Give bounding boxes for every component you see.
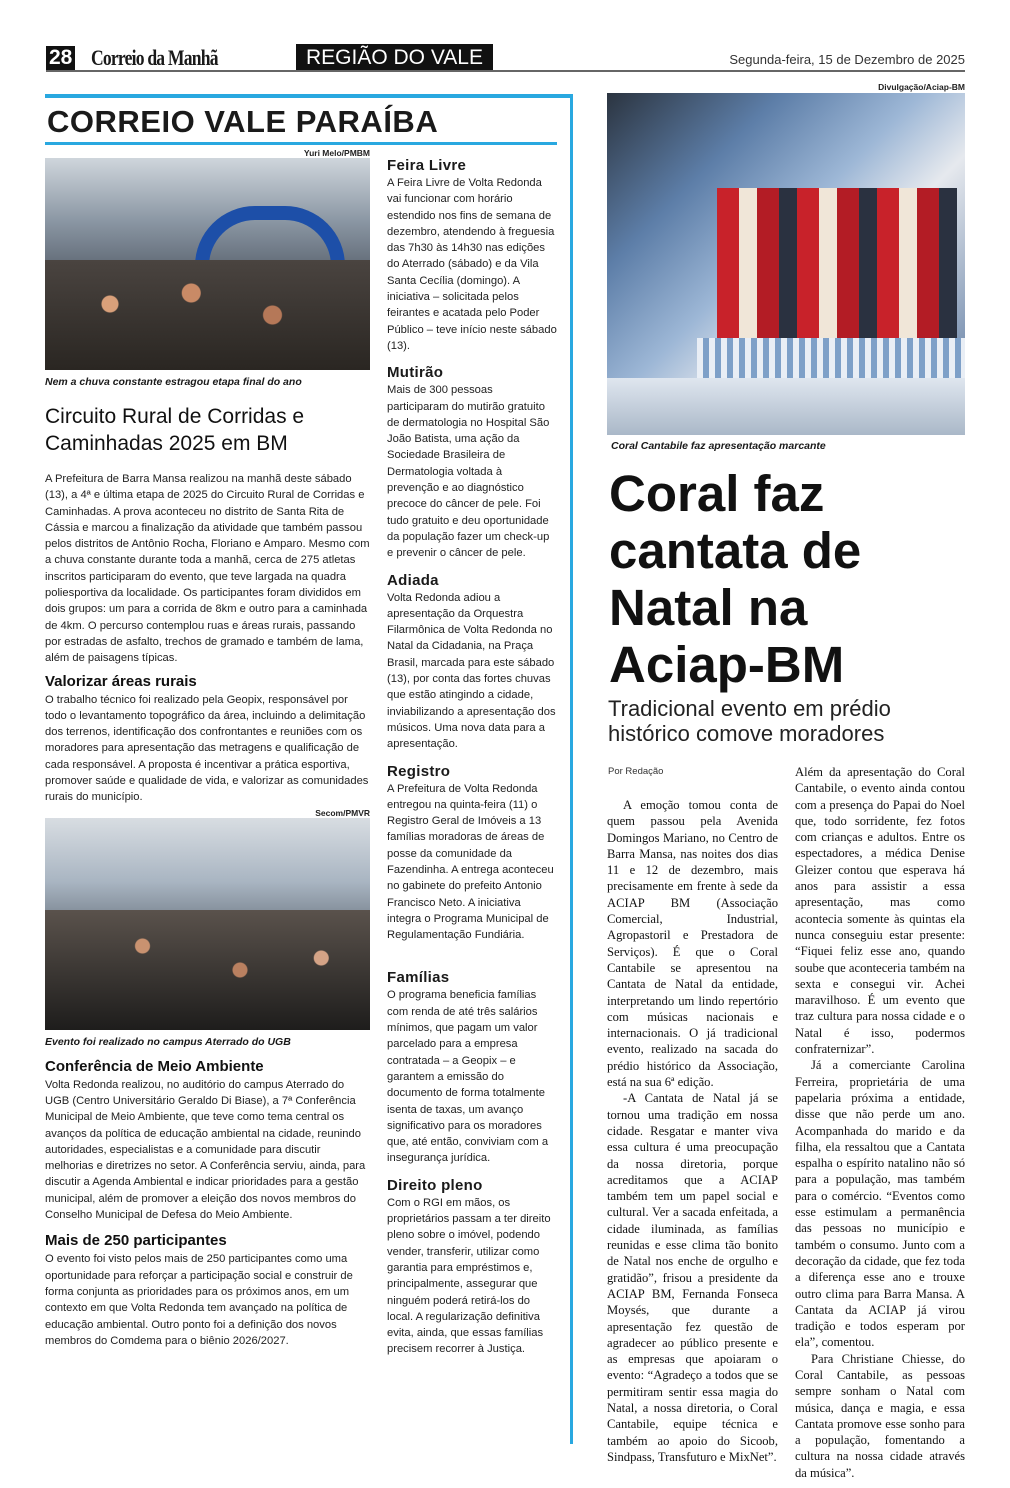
subheading: Valorizar áreas rurais: [45, 672, 197, 690]
article-paragraph: Além da apresentação do Coral Cantabile, o evento ainda contou com a presença do Papai do Noel que, todo sorridente, fez fotos com crianças e adultos. Entre os espectadores, a médica Denise Gleizer contou que esperava há anos para assistir a essa apresentação, mas como acontecia somente às quintas ela nunca conseguiu estar presente: “Fiquei feliz esse ano, quando soube que aconteceria também na sexta e consegui vir. Achei maravilhoso. É um evento que traz cultura para nossa cidade e o Natal é isso, podermos confraternizar”.: [795, 765, 965, 1057]
aciap-building-photo: [607, 93, 965, 435]
conference-photo: [45, 818, 370, 1030]
brief-title: Direito pleno: [387, 1176, 483, 1194]
subheading: Mais de 250 participantes: [45, 1232, 227, 1250]
photo-caption: Coral Cantabile faz apresentação marcante: [611, 440, 826, 452]
brief-text: O programa beneficia famílias com renda de até três salários mínimos, que pagam um valor parcelado para a empresa contratada – a Geopix – e garantem a emissão do documento de forma totalmente isenta de taxas, um avanço significativo para os moradores que, até então, conviviam com a insegurança jurídica.: [387, 989, 549, 1165]
main-subhead: Tradicional evento em prédio histórico comove moradores: [608, 696, 891, 746]
article-body: O evento foi visto pelos mais de 250 participantes como uma oportunidade para reforçar a participação social e construir de forma conjunta as prioridades para os próximos anos, em um contexto em que Volta Redonda tem avançado na política de educação ambiental. Outro ponto foi a definição dos novos membros do Comdema para o biênio 2026/2027.: [45, 1253, 353, 1347]
box-title: CORREIO VALE PARAÍBA: [47, 104, 439, 139]
photo-caption: Evento foi realizado no campus Aterrado do UGB: [45, 1035, 291, 1048]
photo-caption: Nem a chuva constante estragou etapa final do ano: [45, 376, 302, 388]
race-photo: [45, 158, 370, 370]
photo-credit: Secom/PMVR: [315, 807, 370, 818]
balcony-railing: [697, 338, 965, 378]
photo-credit: Yuri Melo/PMBM: [303, 148, 370, 158]
left-column: [45, 148, 370, 1349]
page-number: 28: [46, 46, 75, 70]
title-rule: [45, 142, 557, 145]
brief-text: Mais de 300 pessoas participaram do mutirão gratuito de dermatologia no Hospital São João Batista, uma ação da Sociedade Brasileira de Dermatologia voltada à prevenção e ao diagnóstico precoce do câncer de pele. Foi tudo gratuito e deu oportunidade da população fazer um check-up e prevenir o câncer de pele.: [387, 384, 550, 560]
brief-text: Com o RGI em mãos, os proprietários passam a ter direito pleno sobre o imóvel, podendo vender, transferir, utilizar como garantia para empréstimos e, principalmente, assegurar que ninguém poderá retirá-los do local. A regularização definitiva evita, ainda, que essas famílias precisem recorrer à Justiça.: [387, 1196, 551, 1356]
brief-title: Mutirão: [387, 364, 444, 382]
section-label: REGIÃO DO VALE: [296, 44, 493, 71]
article-paragraph: A emoção tomou conta de quem passou pela Avenida Domingos Mariano, no Centro de Barra Mansa, nas noites dos dias 11 e 12 de dezembro, mais precisamente em frente à sede da ACIAP BM (Associação Comercial, Industrial, Agropastoril e Prestadora de Serviços). É que o Coral Cantabile se apresentou na Cantata de Natal da entidade, interpretando um lindo repertório com músicas nacionais e internacionais. O já tradicional evento, realizado na sacada do prédio histórico da Associação, está na sua 6ª edição.: [607, 798, 778, 1090]
byline: Por Redação: [608, 766, 664, 777]
article-paragraph: -A Cantata de Natal já se tornou uma tradição em nossa cidade. Resgatar e manter viva essa cultura é uma preocupação da nossa diretoria, porque acreditamos que a ACIAP também tem um papel social e cultural. Ver a sacada enfeitada, a cidade iluminada, as famílias reunidas e esse clima tão bonito de Natal nos enche de orgulho e gratidão”, frisou a presidente da ACIAP BM, Fernanda Fonseca Moysés, que durante a apresentação fez questão de agradecer ao público presente e as empresas que apoiaram o evento: “Agradeço a todos que se permitiram sentir essa magia do Natal, a nossa diretoria, o Coral Cantabile, equipe técnica e também ao apoio do Sicoob, Sindpass, Transfuturo e MixNet”.: [607, 1091, 778, 1464]
main-article-col1: [607, 797, 778, 1465]
article-body: A Prefeitura de Barra Mansa realizou na manhã deste sábado (13), a 4ª e última etapa de 2025 do Circuito Rural de Corridas e Caminhadas. A prova aconteceu no distrito de Santa Rita de Cássia e marcou a finalização da atividade que também passou pelos distritos de Antônio Rocha, Floriano e Amparo. Mesmo com a chuva constante durante toda a manhã, cerca de 275 atletas inscritos participaram do evento, que teve largada na quadra poliesportiva da localidade. Os participantes foram divididos em dois grupos: um para a corrida de 8km e outro para a caminhada de 4km. O percurso contemplou ruas e áreas rurais, passando por estradas de asfalto, trechos de gramado e também de lama, além de paisagens típicas.: [45, 473, 370, 665]
brief-text: A Feira Livre de Volta Redonda vai funcionar com horário estendido nos fins de semana de dezembro, atendendo à freguesia das 7h30 às 14h30 nas edições do Aterrado (sábado) e da Vila Santa Cecília (domingo). A iniciativa – solicitada pelos feirantes e acatada pelo Poder Público – teve início neste sábado (13).: [387, 177, 557, 352]
brief-title: Famílias: [387, 969, 450, 987]
brief-text: A Prefeitura de Volta Redonda entregou na quinta-feira (11) o Registro Geral de Imóveis a 13 famílias moradoras de áreas de posse da comunidade da Fazendinha. A entrega aconteceu no gabinete do prefeito Antonio Francisco Neto. A iniciativa integra o Programa Municipal de Regulamentação Fundiária.: [387, 782, 554, 942]
subheading: Conferência de Meio Ambiente: [45, 1057, 264, 1075]
main-headline: Coral faz cantata de Natal na Aciap-BM: [609, 465, 862, 693]
brief-title: Adiada: [387, 571, 439, 589]
brief-title: Feira Livre: [387, 157, 467, 174]
newspaper-logo: Correio da Manhã: [91, 45, 218, 70]
article-headline: Circuito Rural de Corridas e Caminhadas 2025 em BM: [45, 405, 305, 455]
issue-date: Segunda-feira, 15 de Dezembro de 2025: [729, 52, 965, 67]
article-body: Volta Redonda realizou, no auditório do campus Aterrado do UGB (Centro Universitário Geraldo Di Biase), a 7ª Conferência Municipal de Meio Ambiente, que teve como tema central os avanços da política de educação ambiental na cidade, reunindo autoridades, especialistas e a comunidade para discutir melhorias e diretrizes no setor. A Conferência serviu, ainda, para discutir a Agenda Ambiental e indicar prioridades para a gestão municipal, além de promover a eleição dos novos membros do Conselho Municipal de Defesa do Meio Ambiente.: [45, 1078, 366, 1222]
article-paragraph: Para Christiane Chiesse, do Coral Cantabile, as pessoas sempre sonham o Natal com música, dança e magia, e essa Cantata promove esse sonho para a população, fomentando a cultura na nossa cidade através da música”.: [795, 1351, 965, 1480]
briefs-column: [387, 150, 557, 1358]
brief-title: Registro: [387, 762, 451, 780]
main-article-col2: [795, 764, 965, 1481]
article-paragraph: Já a comerciante Carolina Ferreira, proprietária de uma papelaria próxima a entidade, disse que não perde um ano. Acompanhada do marido e da filha, ela ressaltou que a Cantata espalha o espírito natalino não só para a população, mas também para o comércio. “Eventos como esse estimulam a permanência das pessoas no município e também o consumo. Junto com a decoração da cidade, que fez toda a diferença esse ano e trouxe outro clima para Barra Mansa. A Cantata da ACIAP já virou tradição e todos esperam por ela”, comentou.: [795, 1058, 965, 1350]
header-rule: [46, 70, 965, 72]
brief-text: Volta Redonda adiou a apresentação da Orquestra Filarmônica de Volta Redonda no Natal da Cidadania, na Praça Brasil, marcada para este sábado (13), por conta das fortes chuvas que estão atingindo a cidade, inviabilizando a apresentação dos músicos. Uma nova data para a apresentação.: [387, 591, 556, 751]
balcony-curtains: [717, 188, 957, 338]
photo-credit: Divulgação/Aciap-BM: [878, 82, 965, 92]
article-body: O trabalho técnico foi realizado pela Geopix, responsável por todo o levantamento topográfico da área, incluindo a delimitação dos terrenos, identificação dos confrontantes e reuniões com os moradores para apresentação das metragens e qualificação de cada responsável. A proposta é incentivar a prática esportiva, promover saúde e qualidade de vida, e valorizar as comunidades rurais do município.: [45, 693, 369, 804]
